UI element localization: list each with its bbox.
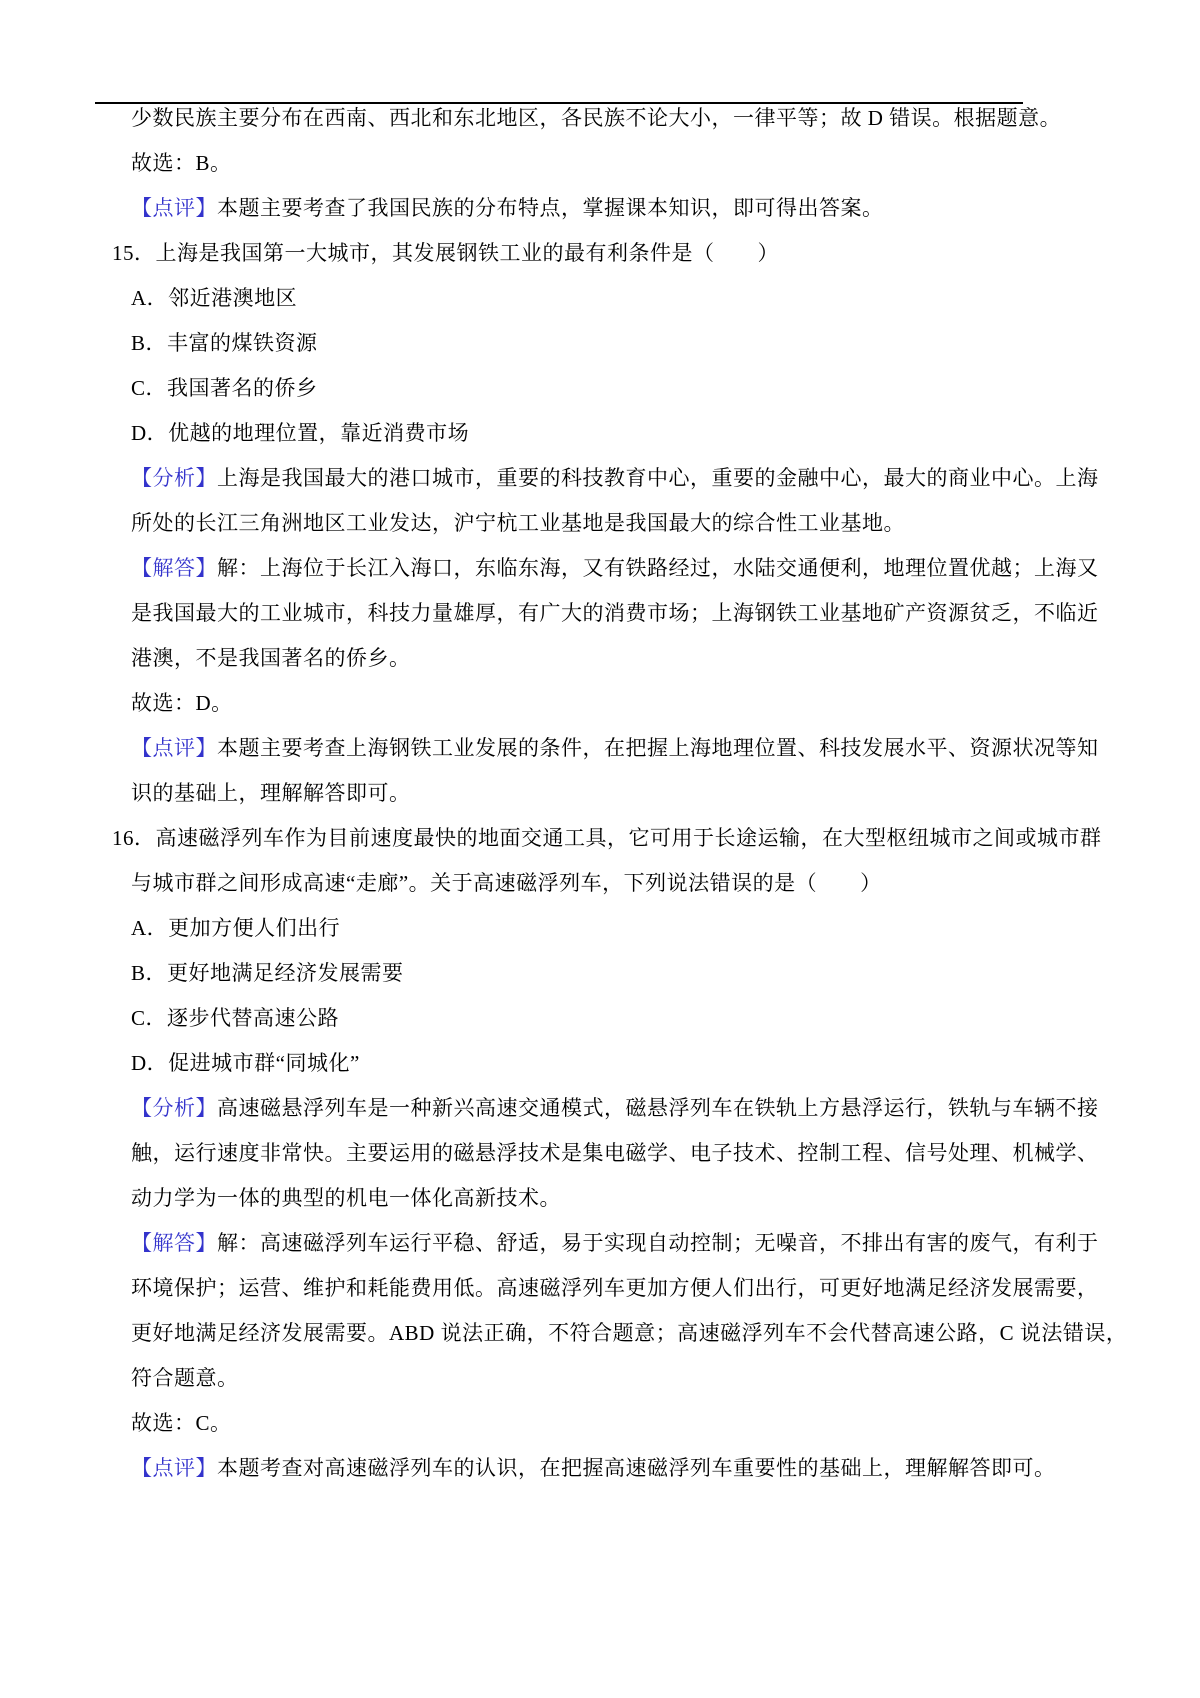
analysis-line	[0, 501, 1200, 546]
text-run: 符合题意。	[131, 1366, 239, 1390]
text-run: 识的基础上，理解解答即可。	[131, 781, 411, 805]
explain-line	[0, 1221, 1200, 1266]
text-run: B．更好地满足经济发展需要	[131, 961, 404, 985]
option-15-d	[0, 411, 1200, 456]
text-run: 与城市群之间形成高速“走廊”。关于高速磁浮列车，下列说法错误的是（ ）	[131, 871, 882, 895]
text-run: 15．上海是我国第一大城市，其发展钢铁工业的最有利条件是（ ）	[112, 241, 779, 265]
text-run: 本题考查对高速磁浮列车的认识，在把握高速磁浮列车重要性的基础上，理解解答即可。	[217, 1456, 1056, 1480]
text-run: C．我国著名的侨乡	[131, 376, 318, 400]
text-run: 故选：D。	[131, 691, 233, 715]
text-run: 动力学为一体的典型的机电一体化高新技术。	[131, 1186, 561, 1210]
text-run: 触，运行速度非常快。主要运用的磁悬浮技术是集电磁学、电子技术、控制工程、信号处理、机械学、	[131, 1141, 1099, 1165]
question-15	[0, 231, 1200, 276]
option-16-a	[0, 906, 1200, 951]
text-run: 少数民族主要分布在西南、西北和东北地区，各民族不论大小，一律平等；故 D 错误。根据题意。	[131, 106, 1062, 130]
comment-line	[0, 186, 1200, 231]
text-run: B．丰富的煤铁资源	[131, 331, 318, 355]
explain-line	[0, 636, 1200, 681]
section-label: 【解答】	[131, 1231, 217, 1255]
explain-line	[0, 591, 1200, 636]
question-16	[0, 861, 1200, 906]
analysis-line	[0, 1131, 1200, 1176]
text-run: A．邻近港澳地区	[131, 286, 298, 310]
section-label: 【点评】	[131, 1456, 217, 1480]
text-run: 故选：C。	[131, 1411, 232, 1435]
text-run: D．促进城市群“同城化”	[131, 1051, 360, 1075]
section-label: 【分析】	[131, 1096, 217, 1120]
explain-line	[0, 546, 1200, 591]
text-run: 上海是我国最大的港口城市，重要的科技教育中心，重要的金融中心，最大的商业中心。上海	[217, 466, 1099, 490]
analysis-line	[0, 1086, 1200, 1131]
text-run: A．更加方便人们出行	[131, 916, 341, 940]
text-run: 高速磁悬浮列车是一种新兴高速交通模式，磁悬浮列车在铁轨上方悬浮运行，铁轨与车辆不接	[217, 1096, 1099, 1120]
analysis-line	[0, 1176, 1200, 1221]
option-15-b	[0, 321, 1200, 366]
explain-line	[0, 1356, 1200, 1401]
question-16	[0, 816, 1200, 861]
text-run: 所处的长江三角洲地区工业发达，沪宁杭工业基地是我国最大的综合性工业基地。	[131, 511, 905, 535]
explain-line	[0, 1311, 1200, 1356]
section-label: 【点评】	[131, 736, 217, 760]
analysis-line	[0, 456, 1200, 501]
document-body	[0, 96, 1200, 1491]
text-run: 更好地满足经济发展需要。ABD 说法正确，不符合题意；高速磁浮列车不会代替高速公路，C 说法错误，	[131, 1321, 1128, 1345]
text-run: 解：上海位于长江入海口，东临东海，又有铁路经过，水陆交通便利，地理位置优越；上海又	[217, 556, 1099, 580]
text-run: 解：高速磁浮列车运行平稳、舒适，易于实现自动控制；无噪音，不排出有害的废气，有利于	[217, 1231, 1099, 1255]
explain-line	[0, 1266, 1200, 1311]
text-run: D．优越的地理位置，靠近消费市场	[131, 421, 470, 445]
answer-explain-continuation	[0, 96, 1200, 141]
answer-choice	[0, 141, 1200, 186]
comment-line	[0, 771, 1200, 816]
text-run: C．逐步代替高速公路	[131, 1006, 340, 1030]
answer-choice	[0, 1401, 1200, 1446]
option-16-c	[0, 996, 1200, 1041]
text-run: 港澳，不是我国著名的侨乡。	[131, 646, 411, 670]
text-run: 16．高速磁浮列车作为目前速度最快的地面交通工具，它可用于长途运输，在大型枢纽城市之间或城市群	[112, 826, 1102, 850]
text-run: 故选：B。	[131, 151, 232, 175]
comment-line	[0, 726, 1200, 771]
answer-choice	[0, 681, 1200, 726]
text-run: 是我国最大的工业城市，科技力量雄厚，有广大的消费市场；上海钢铁工业基地矿产资源贫乏，不临近	[131, 601, 1099, 625]
option-16-b	[0, 951, 1200, 996]
section-label: 【解答】	[131, 556, 217, 580]
option-16-d	[0, 1041, 1200, 1086]
text-run: 本题主要考查上海钢铁工业发展的条件，在把握上海地理位置、科技发展水平、资源状况等知	[217, 736, 1099, 760]
text-run: 本题主要考查了我国民族的分布特点，掌握课本知识，即可得出答案。	[217, 196, 884, 220]
comment-line	[0, 1446, 1200, 1491]
option-15-a	[0, 276, 1200, 321]
section-label: 【分析】	[131, 466, 217, 490]
section-label: 【点评】	[131, 196, 217, 220]
option-15-c	[0, 366, 1200, 411]
text-run: 环境保护；运营、维护和耗能费用低。高速磁浮列车更加方便人们出行，可更好地满足经济发展需要，	[131, 1276, 1099, 1300]
